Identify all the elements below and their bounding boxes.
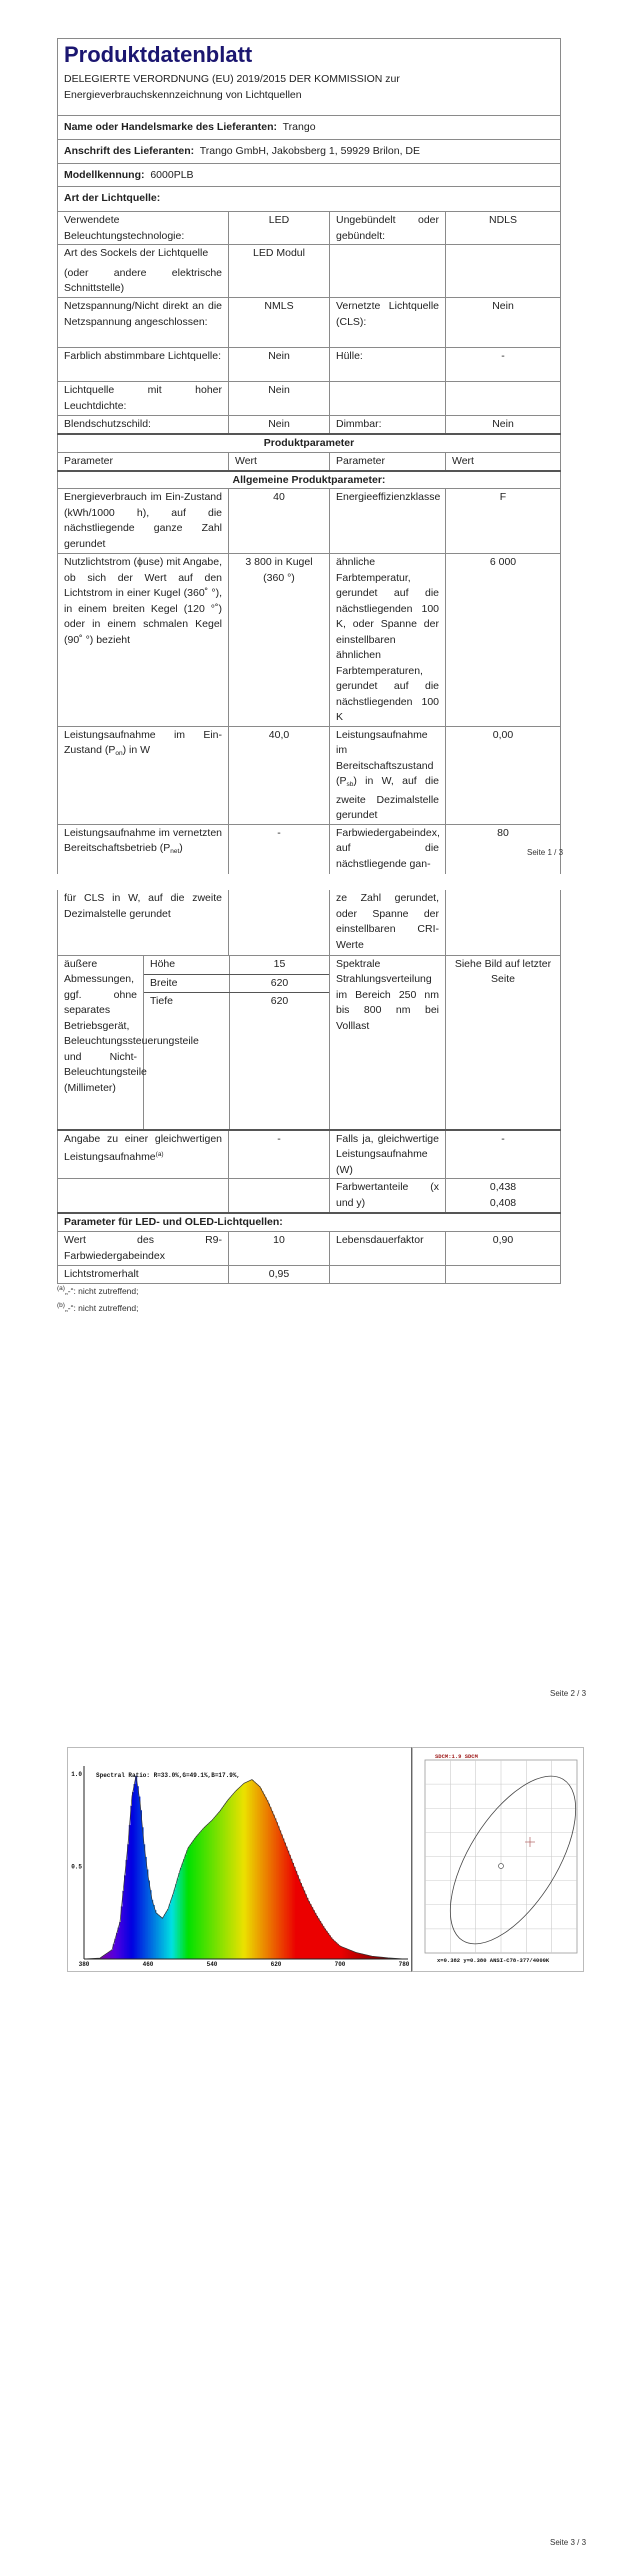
dimension-value: 15 <box>273 957 286 970</box>
x-tick-label: 460 <box>142 1961 154 1968</box>
table-row <box>58 382 561 416</box>
regulation-text: DELEGIERTE VERORDNUNG (EU) 2019/2015 DER KOMMISSION zur Energieverbrauchskennzeichnung von Lichtquellen <box>64 73 400 101</box>
sdcm-chart-frame <box>412 1747 584 1972</box>
x-tick-label: 620 <box>270 1961 282 1968</box>
table-row <box>58 1130 561 1179</box>
dimensions-subtable <box>144 956 329 1129</box>
x-tick-label: 380 <box>78 1961 90 1968</box>
param-label: Lichtstromerhalt <box>58 1266 229 1284</box>
empty-cell <box>58 1179 229 1213</box>
subscript: sb <box>346 781 354 788</box>
param-value: NDLS <box>446 212 561 245</box>
param-value <box>229 890 330 955</box>
table-row <box>58 212 561 245</box>
product-datasheet-table-page-2 <box>57 890 561 1284</box>
param-label: Spektrale Strahlungsverteilung im Bereich 250 nm bis 800 nm bei Volllast <box>330 955 446 1130</box>
param-label: Ungebündelt oder gebündelt: <box>330 212 446 245</box>
supplier-address: Trango GmbH, Jakobsberg 1, 59929 Brilon, DE <box>199 145 420 157</box>
empty-cell <box>229 1179 330 1213</box>
page-number: Seite 1 / 3 <box>527 848 564 857</box>
param-value: - <box>229 824 330 874</box>
spectrum-chart-frame <box>67 1747 412 1972</box>
param-value: - <box>229 1130 330 1179</box>
footnote-text: „-“: nicht zutreffend; <box>64 1286 139 1296</box>
param-value: Nein <box>229 348 330 382</box>
empty-cell <box>330 1266 446 1284</box>
param-value: 3 800 in Kugel (360 °) <box>229 554 330 727</box>
column-header: Wert <box>229 453 330 471</box>
product-datasheet-table-page-1 <box>57 38 564 874</box>
param-value: LED <box>229 212 330 245</box>
dimension-row <box>144 956 329 975</box>
param-label: Vernetzte Lichtquelle (CLS): <box>330 298 446 348</box>
param-value: Nein <box>229 382 330 416</box>
label-text: Leistungsaufnahme im Bereitschaftszustand (P <box>336 728 434 787</box>
page-number: Seite 2 / 3 <box>550 1689 587 1698</box>
supplier-name: Trango <box>282 121 316 133</box>
x-tick-label: 700 <box>334 1961 346 1968</box>
param-value: LED Modul <box>229 245 330 298</box>
param-value: 6 000 <box>446 554 561 727</box>
general-params-heading: Allgemeine Produktparameter: <box>58 471 561 489</box>
param-label: für CLS in W, auf die zweite Dezimalstelle gerundet <box>58 890 229 955</box>
table-row <box>58 890 561 955</box>
footnote-b <box>57 1302 139 1313</box>
param-label <box>330 726 446 824</box>
param-label: Verwendete Beleuchtungstechnologie: <box>58 212 229 245</box>
param-value <box>446 245 561 298</box>
param-value: Nein <box>229 416 330 434</box>
param-label: Nutzlichtstrom (ϕuse) mit Angabe, ob sich der Wert auf den Lichtstrom in einer Kugel (360˚ °), in einem breiten Kegel (120 °˚) oder in einem schmalen Kegel (90˚ °) bezieht <box>58 554 229 727</box>
table-row <box>58 1266 561 1284</box>
model-id: 6000PLB <box>150 169 194 181</box>
param-label: Energieverbrauch im Ein-Zustand (kWh/1000 h), auf die nächstliegende ganze Zahl gerundet <box>58 489 229 554</box>
table-row <box>58 726 561 824</box>
empty-cell <box>446 1266 561 1284</box>
header-cell <box>58 39 561 116</box>
chroma-x: 0,438 <box>489 1181 517 1193</box>
supplier-name-label: Name oder Handelsmarke des Lieferanten: <box>64 121 277 133</box>
product-params-heading: Produktparameter <box>58 434 561 453</box>
param-value: F <box>446 489 561 554</box>
page-number: Seite 3 / 3 <box>550 2538 587 2547</box>
model-row <box>58 164 561 187</box>
param-label: Lebensdauerfaktor <box>330 1232 446 1266</box>
label-text: Leistungsaufnahme im Ein-Zustand (P <box>64 728 222 756</box>
footnote-mark: (a) <box>57 1285 65 1292</box>
column-header: Parameter <box>330 453 446 471</box>
table-row <box>58 554 561 727</box>
param-value: 10 <box>229 1232 330 1266</box>
param-value: 40,0 <box>229 726 330 824</box>
y-tick-label: 0.5 <box>71 1863 82 1871</box>
supplier-address-label: Anschrift des Lieferanten: <box>64 145 195 157</box>
supplier-name-row <box>58 116 561 140</box>
param-label: Blendschutzschild: <box>58 416 229 434</box>
param-label <box>58 1130 229 1179</box>
sdcm-caption: x=0.382 y=0.380 ANSI-C78-377/4000K <box>437 1957 550 1964</box>
param-value: 0,90 <box>446 1232 561 1266</box>
column-header: Parameter <box>58 453 229 471</box>
table-row <box>58 416 561 434</box>
table-row <box>58 489 561 554</box>
dimensions-cell <box>58 955 330 1130</box>
page-title: Produktdatenblatt <box>64 42 253 67</box>
table-row <box>58 824 561 874</box>
footnote-text: „-“: nicht zutreffend; <box>64 1303 139 1313</box>
label-text: Angabe zu einer gleichwertigen Leistungsaufnahme <box>64 1132 222 1163</box>
dimension-row <box>144 993 329 1129</box>
footnote-mark: (b) <box>57 1302 65 1309</box>
param-value: NMLS <box>229 298 330 348</box>
table-row <box>58 245 561 298</box>
param-label <box>330 382 446 416</box>
param-value: Siehe Bild auf letzter Seite <box>446 955 561 1130</box>
param-label: Hülle: <box>330 348 446 382</box>
param-label: Lichtquelle mit hoher Leuchtdichte: <box>58 382 229 416</box>
param-label: Energieeffizienzklasse <box>330 489 446 554</box>
subscript: on <box>115 750 123 757</box>
footnote-ref: (a) <box>155 1151 164 1158</box>
table-row <box>58 1232 561 1266</box>
param-value <box>446 890 561 955</box>
tolerance-ellipse <box>425 1756 585 1964</box>
table-row <box>58 348 561 382</box>
model-label: Modellkennung: <box>64 169 145 181</box>
x-tick-label: 780 <box>398 1961 410 1968</box>
param-value: 40 <box>229 489 330 554</box>
supplier-address-row <box>58 140 561 164</box>
param-value: - <box>446 1130 561 1179</box>
column-header: Wert <box>446 453 561 471</box>
sdcm-chart <box>413 1748 585 1973</box>
dimension-value: 620 <box>270 976 289 989</box>
param-value: - <box>446 348 561 382</box>
dimension-label: Tiefe <box>144 993 230 1129</box>
param-label <box>330 245 446 298</box>
param-value <box>446 382 561 416</box>
label-text: Leistungsaufnahme im vernetzten Bereitschaftsbetrieb (P <box>64 826 222 854</box>
param-value: 0,00 <box>446 726 561 824</box>
y-tick-label: 1.0 <box>71 1771 82 1778</box>
spectrum-chart <box>68 1748 413 1973</box>
socket-label: Art des Sockels der Lichtquelle <box>64 247 209 259</box>
param-value: Nein <box>446 416 561 434</box>
table-row <box>58 955 561 1130</box>
param-label: Falls ja, gleichwertige Leistungsaufnahme (W) <box>330 1130 446 1179</box>
table-row <box>58 298 561 348</box>
param-label: ähnliche Farbtemperatur, gerundet auf die nächstliegenden 100 K, oder Spanne der einstellbaren ähnlichen Farbtemperaturen, gerundet auf die nächstliegenden 100 K <box>330 554 446 727</box>
dimensions-label: äußere Abmessungen, ggf. ohne separates Betriebsgerät, Beleuchtungssteuerungsteile und Nicht-Beleuchtungsteile (Millimeter) <box>58 956 144 1129</box>
param-value <box>446 1179 561 1213</box>
label-text: ) in W <box>122 744 151 756</box>
measured-point-marker <box>499 1864 504 1869</box>
param-label: Dimmbar: <box>330 416 446 434</box>
param-label <box>58 726 229 824</box>
param-label: Farbwiedergabeindex, auf die nächstliegende gan- <box>330 824 446 874</box>
param-value: 80 <box>446 824 561 874</box>
x-tick-label: 540 <box>206 1961 218 1968</box>
label-text: ) <box>179 842 183 854</box>
param-label: Farbwertanteile (x und y) <box>330 1179 446 1213</box>
column-header-row <box>58 453 561 471</box>
dimension-value: 620 <box>270 994 289 1007</box>
chroma-y: 0,408 <box>489 1196 517 1209</box>
socket-label-note: (oder andere elektrische Schnittstelle) <box>64 266 222 294</box>
param-label: Farblich abstimmbare Lichtquelle: <box>58 348 229 382</box>
param-label: ze Zahl gerundet, oder Spanne der einstellbaren CRI-Werte <box>330 890 446 955</box>
param-label: Wert des R9-Farbwiedergabeindex <box>58 1232 229 1266</box>
led-params-heading: Parameter für LED- und OLED-Lichtquellen: <box>58 1213 561 1232</box>
param-label <box>58 245 229 298</box>
dimension-label: Höhe <box>144 956 230 974</box>
subscript: net <box>170 848 180 855</box>
dimension-label: Breite <box>144 975 230 992</box>
param-label: Netzspannung/Nicht direkt an die Netzspannung angeschlossen: <box>58 298 229 348</box>
light-source-type-heading: Art der Lichtquelle: <box>58 187 561 212</box>
param-value: Nein <box>446 298 561 348</box>
param-label <box>58 824 229 874</box>
sdcm-title: SDCM:1.9 SDCM <box>435 1753 478 1760</box>
chart-title: Spectral Ratio: R=33.0%,G=49.1%,B=17.9%, <box>96 1772 241 1779</box>
table-row <box>58 1179 561 1213</box>
label-text: ) in W, auf die zweite Dezimalstelle gerundet <box>336 775 439 821</box>
footnote-a <box>57 1285 139 1296</box>
dimension-row <box>144 975 329 993</box>
param-value: 0,95 <box>229 1266 330 1284</box>
